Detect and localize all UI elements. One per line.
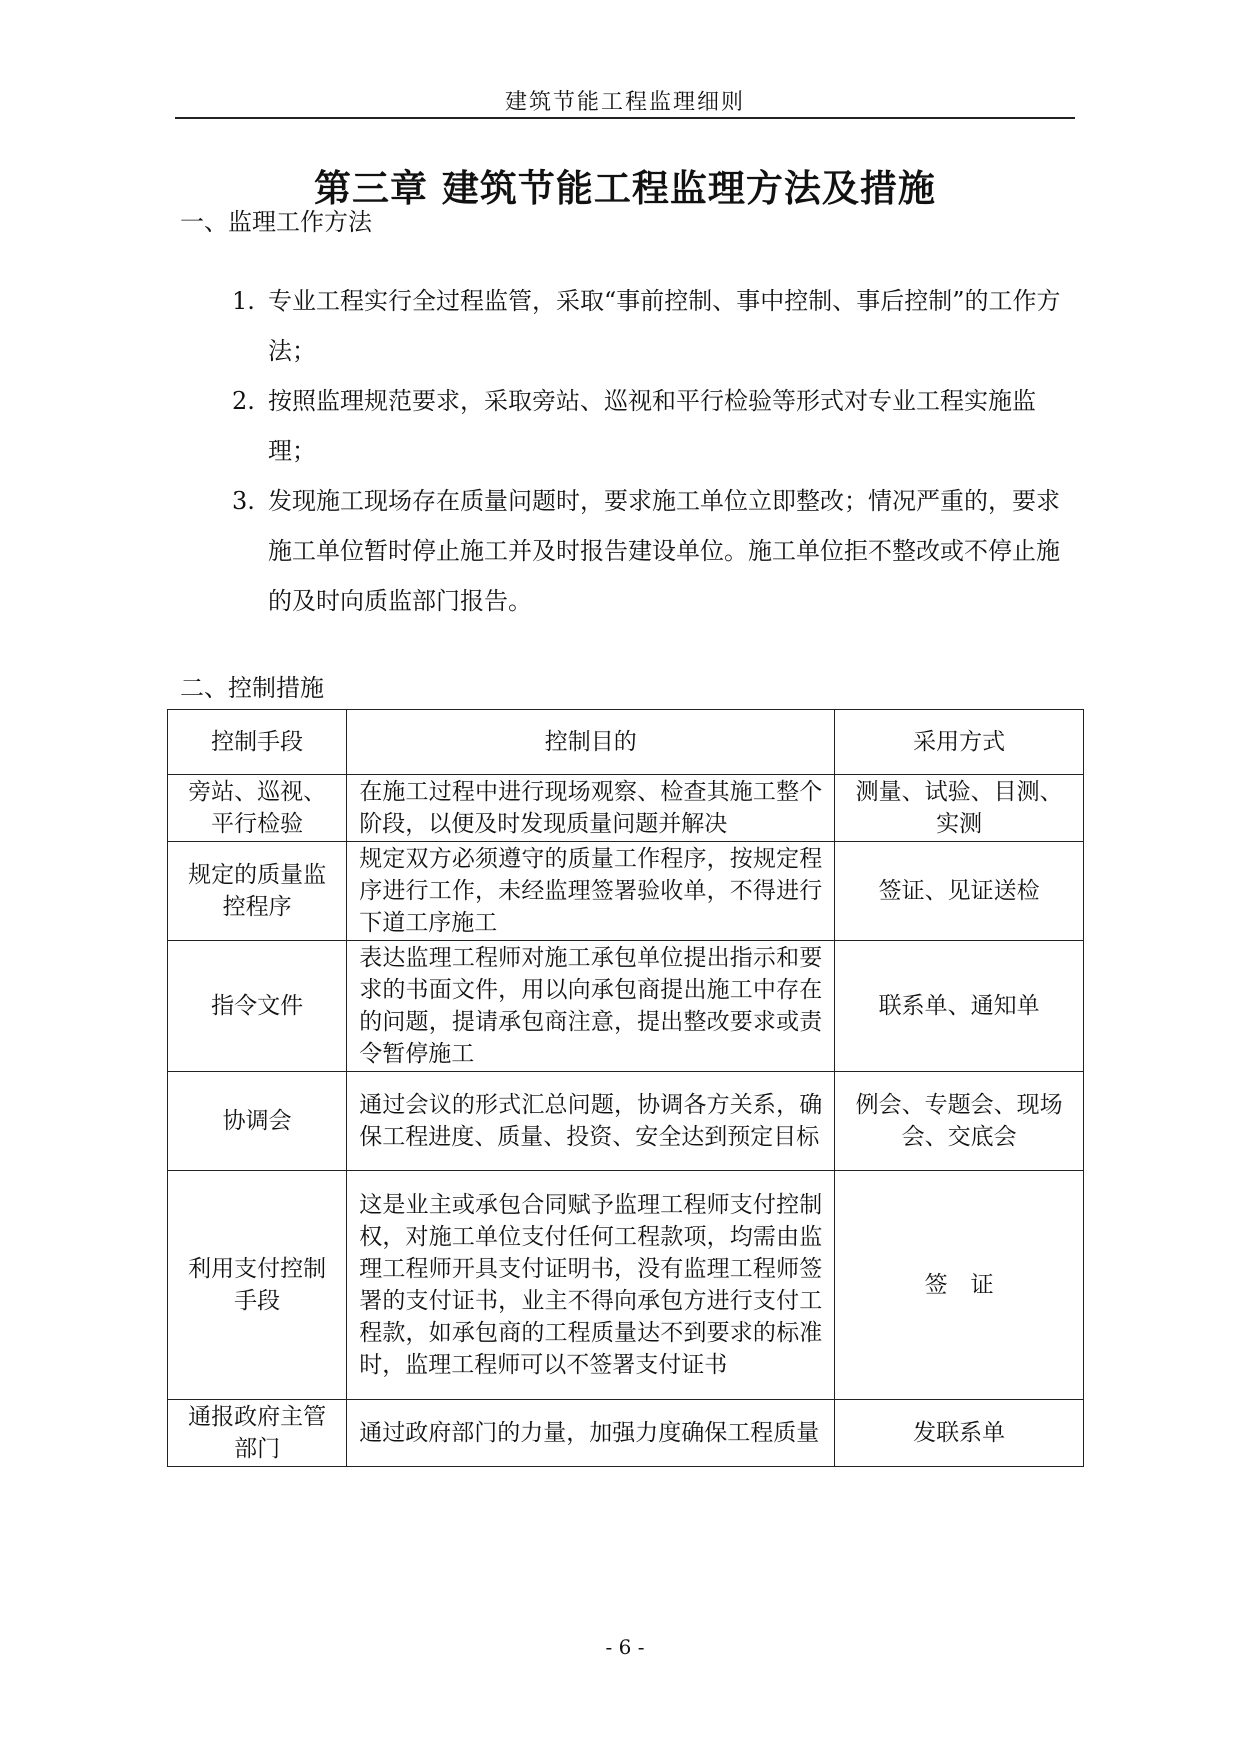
- table-row: [168, 775, 1084, 842]
- header-rule: [175, 117, 1075, 119]
- cell-method: 发联系单: [835, 1400, 1084, 1467]
- list-item: [232, 276, 1072, 376]
- cell-means: 利用支付控制手段: [168, 1171, 347, 1400]
- table-row: [168, 1400, 1084, 1467]
- cell-method: 测量、试验、目测、实测: [835, 775, 1084, 842]
- cell-means: 旁站、巡视、平行检验: [168, 775, 347, 842]
- cell-purpose: 这是业主或承包合同赋予监理工程师支付控制权，对施工单位支付任何工程款项，均需由监理工程师开具支付证明书，没有监理工程师签署的支付证书，业主不得向承包方进行支付工程款，如承包商的工程质量达不到要求的标准时，监理工程师可以不签署支付证书: [347, 1171, 835, 1400]
- table-row: [168, 1171, 1084, 1400]
- cell-means: 规定的质量监控程序: [168, 842, 347, 941]
- list-item-text: 按照监理规范要求，采取旁站、巡视和平行检验等形式对专业工程实施监理；: [268, 387, 1036, 465]
- cell-means: 通报政府主管部门: [168, 1400, 347, 1467]
- list-item-number: 3.: [232, 487, 255, 515]
- running-header: 建筑节能工程监理细则: [504, 90, 745, 115]
- cell-purpose: 在施工过程中进行现场观察、检查其施工整个阶段，以便及时发现质量问题并解决: [347, 775, 835, 842]
- cell-method: 签证、见证送检: [835, 842, 1084, 941]
- cell-purpose: 表达监理工程师对施工承包单位提出指示和要求的书面文件，用以向承包商提出施工中存在的问题，提请承包商注意，提出整改要求或责令暂停施工: [347, 941, 835, 1072]
- column-header: 控制手段: [168, 710, 347, 775]
- section-heading-methods: 一、监理工作方法: [180, 208, 372, 236]
- list-item: [232, 376, 1072, 476]
- cell-purpose: 通过政府部门的力量，加强力度确保工程质量: [347, 1400, 835, 1467]
- table-row: [168, 941, 1084, 1072]
- cell-method: 例会、专题会、现场会、交底会: [835, 1072, 1084, 1171]
- list-item-number: 1.: [232, 287, 255, 315]
- page-number: - 6 -: [605, 1635, 645, 1659]
- section-heading-measures: 二、控制措施: [180, 674, 324, 702]
- cell-means: 协调会: [168, 1072, 347, 1171]
- cell-means: 指令文件: [168, 941, 347, 1072]
- cell-method: 联系单、通知单: [835, 941, 1084, 1072]
- list-item-text: 专业工程实行全过程监管，采取“事前控制、事中控制、事后控制”的工作方法；: [268, 287, 1061, 365]
- list-item: [232, 476, 1072, 626]
- column-header: 采用方式: [835, 710, 1084, 775]
- cell-method: 签 证: [835, 1171, 1084, 1400]
- chapter-title: 第三章 建筑节能工程监理方法及措施: [314, 166, 936, 210]
- table-row: [168, 842, 1084, 941]
- column-header: 控制目的: [347, 710, 835, 775]
- methods-list: [232, 276, 1072, 626]
- list-item-text: 发现施工现场存在质量问题时，要求施工单位立即整改；情况严重的，要求施工单位暂时停止施工并及时报告建设单位。施工单位拒不整改或不停止施的及时向质监部门报告。: [268, 487, 1060, 615]
- table-header-row: [168, 710, 1084, 775]
- cell-purpose: 通过会议的形式汇总问题，协调各方关系，确保工程进度、质量、投资、安全达到预定目标: [347, 1072, 835, 1171]
- table-row: [168, 1072, 1084, 1171]
- cell-purpose: 规定双方必须遵守的质量工作程序，按规定程序进行工作，未经监理签署验收单，不得进行下道工序施工: [347, 842, 835, 941]
- list-item-number: 2.: [232, 387, 255, 415]
- control-measures-table: [167, 709, 1084, 1467]
